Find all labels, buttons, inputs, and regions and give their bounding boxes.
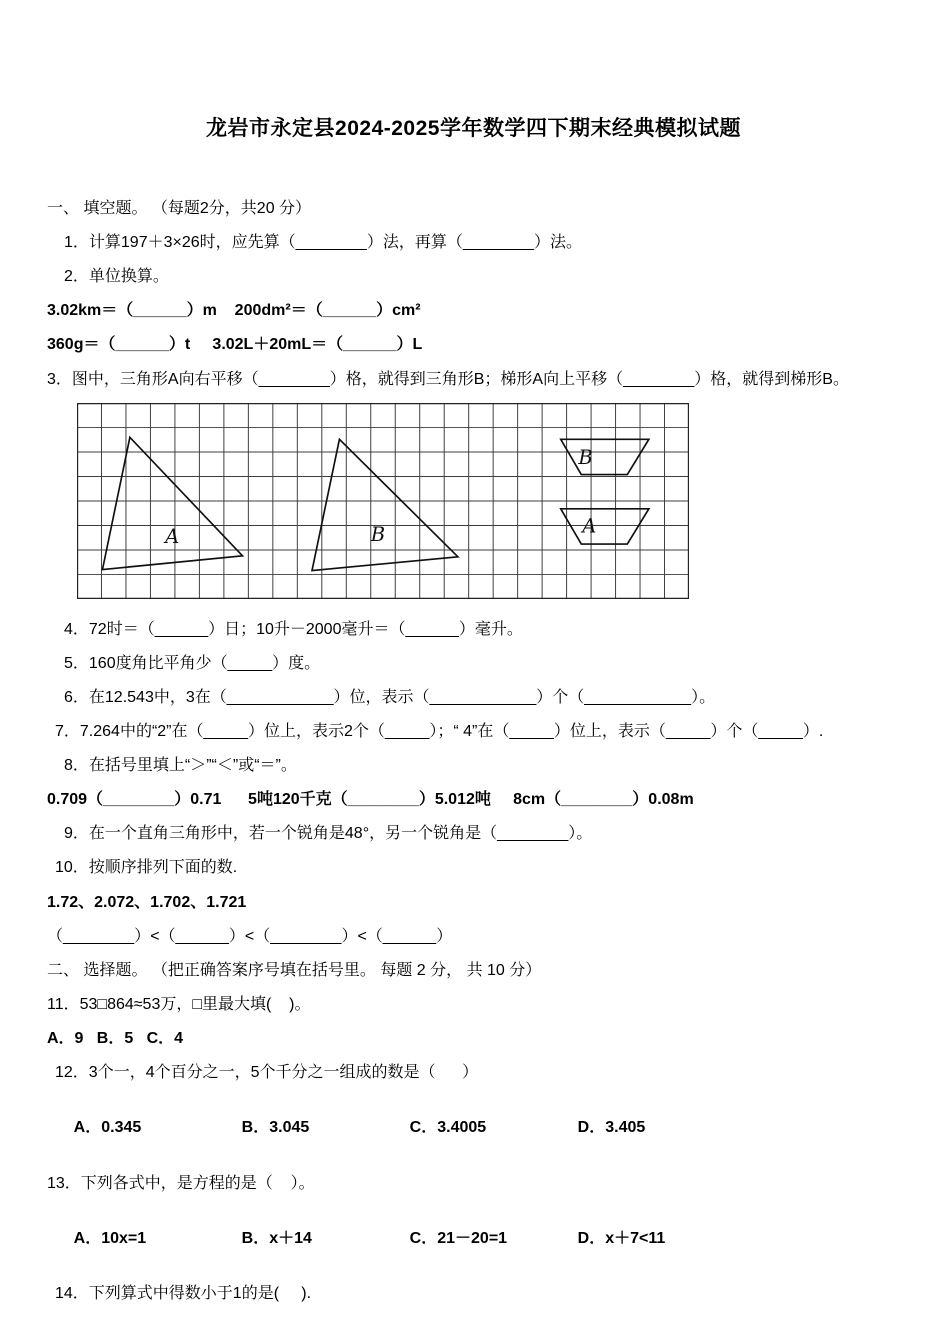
option-12-d: D．3.405 bbox=[577, 1119, 646, 1137]
numbers-line: 1.72、2.072、1.702、1.721 bbox=[47, 893, 247, 911]
trapezoid-b-shape bbox=[561, 439, 649, 474]
triangle-b-label: B bbox=[370, 522, 386, 546]
question-7: 7．7.264中的“2”在（_____）位上，表示2个（_____）；“ 4”在（_____）位上，表示（_____）个（_____）. bbox=[55, 722, 824, 740]
grid-figure-svg bbox=[77, 403, 689, 599]
question-13-options bbox=[47, 1207, 900, 1270]
trapezoid-a-shape bbox=[561, 508, 649, 543]
grid-lines bbox=[77, 403, 689, 599]
question-5: 5．160度角比平角少（_____）度。 bbox=[64, 654, 321, 672]
option-12-c: C．3.4005 bbox=[409, 1119, 487, 1137]
option-13-b: B．x＋14 bbox=[241, 1229, 312, 1247]
order-blanks-line: （________）<（______）<（________）<（______） bbox=[47, 927, 453, 945]
option-12-a: A．0.345 bbox=[73, 1119, 142, 1137]
question-9: 9．在一个直角三角形中，若一个锐角是48°，另一个锐角是（________）。 bbox=[64, 825, 593, 843]
question-13: 13．下列各式中，是方程的是（ ）。 bbox=[47, 1174, 315, 1192]
unit-conversion-line-1: 3.02km＝（______）m 200dm²＝（______）cm² bbox=[47, 302, 421, 320]
section2-heading: 二、 选择题。 （把正确答案序号填在括号里。 每题 2 分， 共 10 分） bbox=[47, 961, 542, 979]
question-10: 10．按顺序排列下面的数. bbox=[55, 859, 238, 877]
option-13-c: C．21－20=1 bbox=[409, 1229, 508, 1247]
triangle-a-label: A bbox=[165, 524, 180, 548]
question-3: 3．图中，三角形A向右平移（________）格，就得到三角形B；梯形A向上平移（________）格，就得到梯形B。 bbox=[47, 370, 849, 388]
question-12-options bbox=[47, 1096, 900, 1159]
page-title: 龙岩市永定县2024-2025学年数学四下期末经典模拟试题 bbox=[206, 117, 741, 140]
triangle-b-shape bbox=[312, 439, 458, 570]
question-12: 12．3个一，4个百分之一，5个千分之一组成的数是（ ） bbox=[55, 1064, 479, 1082]
unit-conversion-line-2: 360g＝（______）t 3.02L＋20mL＝（______）L bbox=[47, 336, 423, 354]
question-6: 6．在12.543中，3在（____________）位，表示（____________）个（____________）。 bbox=[64, 688, 716, 706]
question-8: 8．在括号里填上“＞”“＜”或“＝”。 bbox=[64, 757, 297, 775]
trapezoid-a-label: A bbox=[582, 513, 597, 537]
trapezoid-b-label: B bbox=[578, 445, 593, 469]
option-13-d: D．x＋7<11 bbox=[577, 1229, 666, 1247]
section1-heading: 一、 填空题。 （每题2分，共20 分） bbox=[47, 200, 312, 217]
question-1: 1．计算197＋3×26时，应先算（________）法，再算（________）法。 bbox=[64, 234, 583, 252]
option-12-b: B．3.045 bbox=[241, 1119, 310, 1137]
question-11-options: A．9 B．5 C．4 bbox=[47, 1029, 184, 1047]
question-14: 14．下列算式中得数小于1的是( ). bbox=[55, 1284, 312, 1302]
question-11: 11．53□864≈53万，□里最大填( )。 bbox=[47, 995, 311, 1013]
compare-line: 0.709（________）0.71 5吨120千克（________）5.012吨 8cm（________）0.08m bbox=[47, 791, 694, 809]
question-4: 4．72时＝（______）日；10升－2000毫升＝（______）毫升。 bbox=[64, 620, 523, 638]
option-13-a: A．10x=1 bbox=[73, 1229, 147, 1247]
question-2: 2．单位换算。 bbox=[64, 268, 169, 286]
grid-figure bbox=[77, 403, 900, 599]
